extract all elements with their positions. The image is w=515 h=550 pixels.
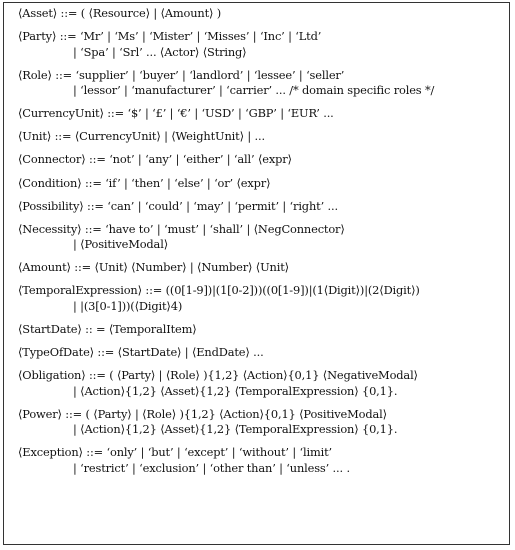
rule-definition: ⟨Amount⟩ ::= ⟨Unit⟩ ⟨Number⟩ | ⟨Number⟩ ⟨Unit⟩ [18,260,289,275]
rule-definition: ⟨StartDate⟩ :: = ⟨TemporalItem⟩ [18,322,197,337]
rule-gap [18,253,504,261]
rule-gap [18,145,504,153]
rule-possibility [18,199,504,215]
rule-gap [18,191,504,199]
rule-obligation [18,368,504,399]
rule-asset [18,6,504,22]
rule-gap [18,99,504,107]
rule-continuation: | ⟨Action⟩{1,2} ⟨Asset⟩{1,2} ⟨TemporalExpression⟩ {0,1}. [73,383,398,398]
rule-gap [18,122,504,130]
rule-definition: ⟨Role⟩ ::= ‘supplier’ | ‘buyer’ | ‘landlord’ | ‘lessee’ | ‘seller’ [18,67,345,82]
rule-definition: ⟨Unit⟩ ::= ⟨CurrencyUnit⟩ | ⟨WeightUnit⟩ | ... [18,129,265,144]
rule-unit [18,129,504,145]
rule-power [18,407,504,438]
rule-necessity [18,222,504,253]
rule-temporal-expression [18,283,504,314]
rule-continuation: | ‘lessor’ | ‘manufacturer’ | ‘carrier’ ... /* domain specific roles */ [73,83,435,98]
rule-definition: ⟨Asset⟩ ::= ( ⟨Resource⟩ | ⟨Amount⟩ ) [18,6,222,20]
rule-start-date [18,322,504,338]
rule-party [18,29,504,60]
rule-continuation: | ⟨Action⟩{1,2} ⟨Asset⟩{1,2} ⟨TemporalExpression⟩ {0,1}. [73,422,398,437]
rule-gap [18,361,504,369]
rule-continuation: | ‘restrict’ | ‘exclusion’ | ‘other than’ | ‘unless’ ... . [73,460,350,475]
rule-definition: ⟨Power⟩ ::= ( ⟨Party⟩ | ⟨Role⟩ ){1,2} ⟨Action⟩{0,1} ⟨PositiveModal⟩ [18,406,387,421]
rule-continuation: | ‘Spa’ | ‘Srl’ ... ⟨Actor⟩ ⟨String⟩ [73,44,247,59]
rule-definition: ⟨TypeOfDate⟩ ::= ⟨StartDate⟩ | ⟨EndDate⟩ ... [18,345,264,360]
rule-type-of-date [18,345,504,361]
rule-gap [18,438,504,446]
rule-definition: ⟨Connector⟩ ::= ‘not’ | ‘any’ | ‘either’ | ‘all’ ⟨expr⟩ [18,152,292,167]
rule-gap [18,22,504,30]
rule-gap [18,338,504,346]
rule-gap [18,399,504,407]
rule-role [18,68,504,99]
rule-currency-unit [18,106,504,122]
rule-continuation: | |(3[0-1]))(⟨Digit⟩4) [73,298,183,313]
rule-gap [18,60,504,68]
rule-definition: ⟨Necessity⟩ ::= ‘have to’ | ‘must’ | ‘shall’ | ⟨NegConnector⟩ [18,221,345,236]
rule-definition: ⟨Party⟩ ::= ‘Mr’ | ‘Ms’ | ‘Mister’ | ‘Misses’ | ‘Inc’ | ‘Ltd’ [18,29,322,44]
bnf-grammar [18,6,504,476]
rule-gap [18,276,504,284]
rule-amount [18,260,504,276]
rule-gap [18,314,504,322]
rule-definition: ⟨CurrencyUnit⟩ ::= ‘$’ | ‘£’ | ‘€’ | ‘USD’ | ‘GBP’ | ‘EUR’ ... [18,106,334,121]
rule-definition: ⟨Possibility⟩ ::= ‘can’ | ‘could’ | ‘may’ | ‘permit’ | ‘right’ ... [18,198,338,213]
rule-connector [18,152,504,168]
rule-definition: ⟨Exception⟩ ::= ‘only’ | ‘but’ | ‘except’ | ‘without’ | ‘limit’ [18,445,333,460]
rule-gap [18,168,504,176]
rule-gap [18,214,504,222]
rule-exception [18,445,504,476]
rule-definition: ⟨Obligation⟩ ::= ( ⟨Party⟩ | ⟨Role⟩ ){1,2} ⟨Action⟩{0,1} ⟨NegativeModal⟩ [18,368,418,383]
rule-definition: ⟨TemporalExpression⟩ ::= ((0[1-9])|(1[0-2]))((0[1-9])|(1⟨Digit⟩)|(2⟨Digit⟩) [18,283,420,298]
rule-definition: ⟨Condition⟩ ::= ‘if’ | ‘then’ | ‘else’ | ‘or’ ⟨expr⟩ [18,175,271,190]
rule-condition [18,176,504,192]
rule-continuation: | ⟨PositiveModal⟩ [73,237,168,252]
